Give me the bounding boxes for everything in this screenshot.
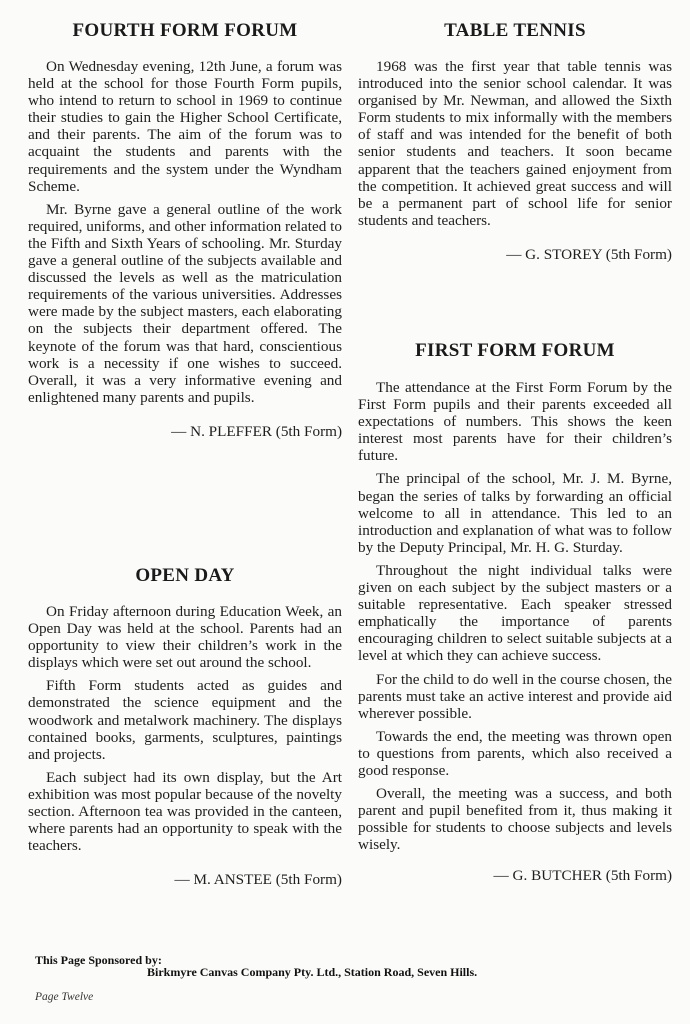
paragraph: The attendance at the First Form Forum by the First Form pupils and their parents exceeded all expectations of numbers. This shows the keen interest most parents have for their children’s future.: [358, 379, 672, 465]
sponsor-company: Birkmyre Canvas Company Pty. Ltd., Station Road, Seven Hills.: [147, 965, 478, 979]
paragraph: The principal of the school, Mr. J. M. Byrne, began the series of talks by forwarding an official welcome to all in attendance. This led to an introduction and explanation of what was to follow by the Deputy Principal, Mr. H. G. Sturday.: [358, 470, 672, 556]
byline: — G. STOREY (5th Form): [506, 245, 672, 263]
paragraph: Towards the end, the meeting was thrown open to questions from parents, which also received a good response.: [358, 727, 672, 779]
paragraph: 1968 was the first year that table tennis was introduced into the senior school calendar. It was organised by Mr. Newman, and allowed the Sixth Form students to mix informally with the members of staff and was intended for the benefit of both senior students and teachers. It soon became apparent that the teachers gained enjoyment from the competition. It achieved great success and will be a permanent part of school life for senior students and teachers.: [358, 58, 672, 229]
paragraph: On Wednesday evening, 12th June, a forum was held at the school for those Fourth Form pupils, who intend to return to school in 1969 to continue their studies to gain the Higher School Certificate, and their parents. The aim of the forum was to acquaint the students and parents with the requirements and the system under the Wyndham Scheme.: [28, 58, 342, 195]
article-open-day: [28, 565, 342, 889]
paragraph: Mr. Byrne gave a general outline of the work required, uniforms, and other information related to the Fifth and Sixth Years of schooling. Mr. Sturday gave a general outline of the subjects available and discussed the levels as well as the matriculation requirements of the various universities. Addresses were made by the subject masters, each elaborating on the subjects their department offered. The keynote of the forum was that hard, conscientious work is a necessity if one wishes to succeed. Overall, it was a very informative evening and enlightened many parents and pupils.: [28, 200, 342, 406]
byline: — N. PLEFFER (5th Form): [171, 422, 342, 440]
paragraph: On Friday afternoon during Education Week, an Open Day was held at the school. Parents had an opportunity to view their children’s work in the displays which were set out around the school.: [28, 603, 342, 672]
article-title: FIRST FORM FORUM: [415, 340, 615, 361]
article-body: [358, 379, 672, 853]
paragraph: Fifth Form students acted as guides and demonstrated the science equipment and the woodwork and metalwork machinery. The displays contained books, garments, sculptures, paintings and projects.: [28, 677, 342, 763]
article-body: [28, 603, 342, 854]
article-title: OPEN DAY: [135, 565, 235, 586]
article-table-tennis: [358, 20, 672, 264]
article-first-form-forum: [358, 340, 672, 885]
byline: — M. ANSTEE (5th Form): [174, 871, 342, 889]
article-fourth-form-forum: [28, 20, 342, 441]
paragraph: For the child to do well in the course chosen, the parents must take an active interest and provide aid wherever possible.: [358, 670, 672, 722]
paragraph: Overall, the meeting was a success, and both parent and pupil benefited from it, thus making it possible for students to choose subjects and levels wisely.: [358, 785, 672, 854]
paragraph: Throughout the night individual talks were given on each subject by the subject masters or a suitable representative. Each speaker stressed emphatically the importance of parents encouraging children to select suitable subjects at a level at which they can achieve success.: [358, 561, 672, 665]
page-number: Page Twelve: [35, 991, 94, 1003]
paragraph: Each subject had its own display, but the Art exhibition was most popular because of the novelty section. Afternoon tea was provided in the canteen, where parents had an opportunity to speak with the teachers.: [28, 768, 342, 855]
article-body: [28, 58, 342, 406]
sponsor-label: This Page Sponsored by:: [35, 953, 162, 967]
byline: — G. BUTCHER (5th Form): [493, 867, 672, 885]
article-body: [358, 58, 672, 229]
article-title: FOURTH FORM FORUM: [72, 20, 298, 41]
article-title: TABLE TENNIS: [444, 20, 586, 41]
